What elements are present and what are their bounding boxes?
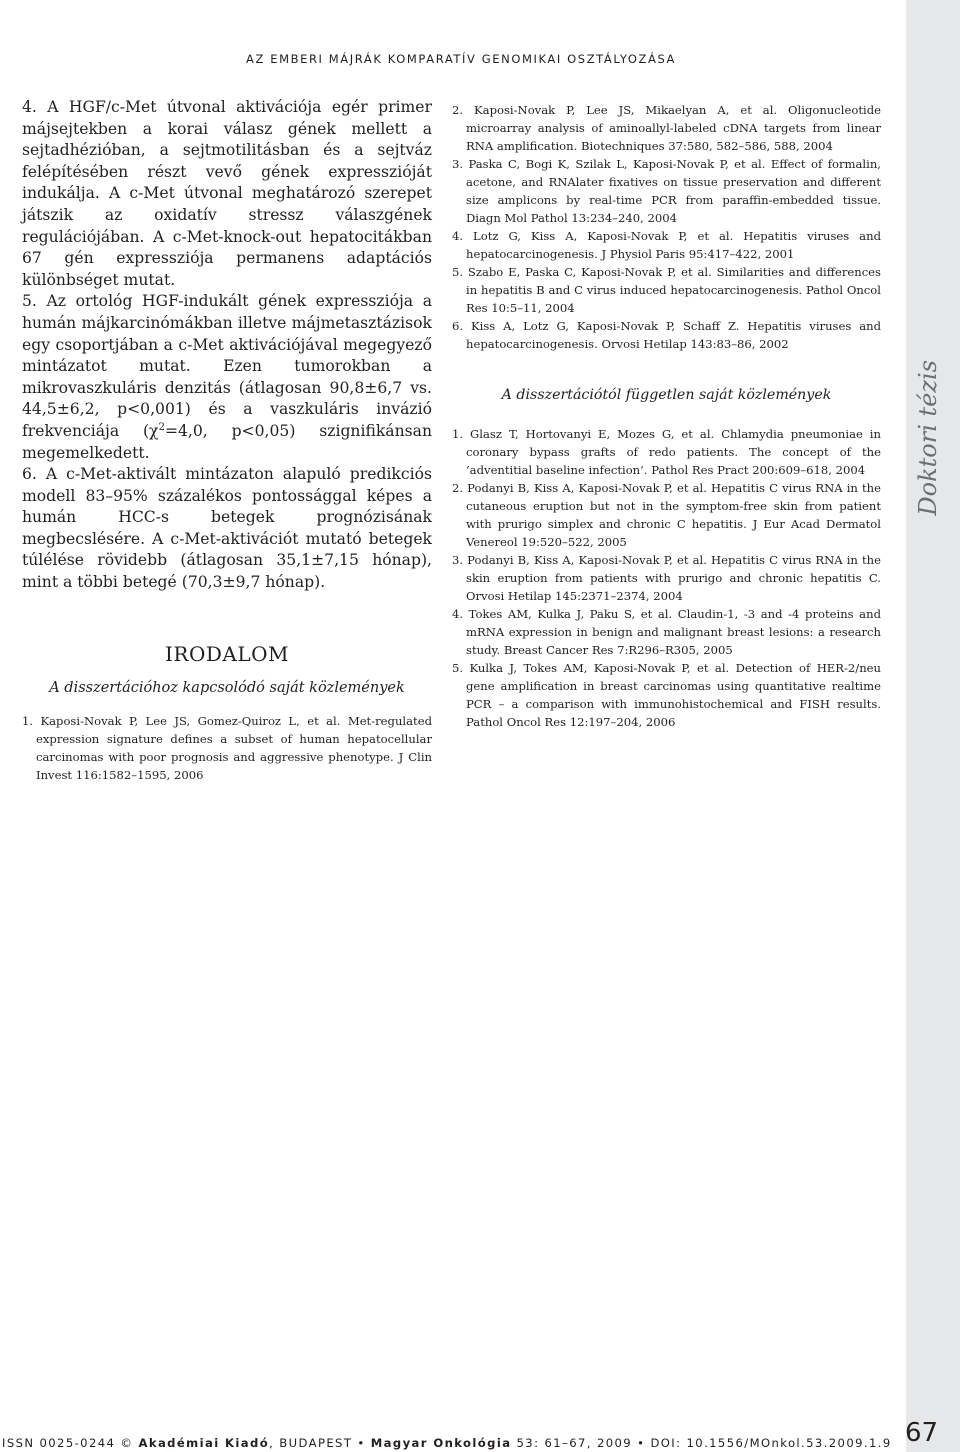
reference-item: 1. Kaposi-Novak P, Lee JS, Gomez-Quiroz L, et al. Met-regulated expression signature defines a subset of human hepatocellular carcinomas with poor prognosis and aggressive phenotype. J Clin Invest 116:1582–1595, 2006 [22,713,432,782]
running-header: AZ EMBERI MÁJRÁK KOMPARATÍV GENOMIKAI OSZTÁLYOZÁSA [246,52,677,66]
footer-journal: Magyar Onkológia [370,1436,512,1450]
footer-publisher: Akadémiai Kiadó [138,1436,270,1450]
reference-item: 3. Paska C, Bogi K, Szilak L, Kaposi-Novak P, et al. Effect of formalin, acetone, and RNAlater fixatives on tissue preservation and different size amplicons by real-time PCR from paraffin-embedded tissue. Diagn Mol Pathol 13:234–240, 2004 [452,157,881,225]
page-number: 67 [905,1418,939,1448]
footer-volume-doi: 53: 61–67, 2009 • DOI: 10.1556/MOnkol.53.2009.1.9 [511,1436,892,1450]
footer-citation [2,1436,892,1450]
independent-publications-subhead: A disszertációtól független saját közlemények [501,387,832,403]
right-column [452,101,881,731]
finding-5-text: 5. Az ortológ HGF-indukált gének expressziója a humán májkarcinómákban illetve májmetasztázisok egy csoportjában a c-Met aktivációjával megegyező mintázatot mutat. Ezen tumorokban a mikrovaszkuláris denzitás (átlagosan 90,8±6,7 vs. 44,5±6,2, p<0,001) és a vaszkuláris invázió frekvenciája (χ [22,292,432,440]
independent-reference-item: 1. Glasz T, Hortovanyi E, Mozes G, et al. Chlamydia pneumoniae in coronary bypass grafts of redo patients. The concept of the ‘adventitial baseline infection’. Pathol Res Pract 200:609–618, 2004 [452,427,881,477]
reference-item: 6. Kiss A, Lotz G, Kaposi-Novak P, Schaff Z. Hepatitis viruses and hepatocarcinogenesis. Orvosi Hetilap 143:83–86, 2002 [452,319,881,351]
finding-5-text-after: =4,0, p<0,05) szignifikánsan megemelkedett. [22,421,432,462]
finding-5 [22,291,432,464]
chi-square-superscript: 2 [158,421,165,433]
finding-6: 6. A c-Met-aktivált mintázaton alapuló predikciós modell 83–95% százalékos pontossággal képes a humán HCC-s betegek prognózisának megbecslésére. A c-Met-aktivációt mutató betegek túlélése rövidebb (átlagosan 35,1±7,15 hónap), mint a többi betegé (70,3±9,7 hónap). [22,465,432,592]
side-tab [906,0,960,1452]
independent-reference-item: 5. Kulka J, Tokes AM, Kaposi-Novak P, et al. Detection of HER-2/neu gene amplification in breast carcinomas using quantitative realtime PCR – a comparison with immunohistochemical and FISH results. Pathol Oncol Res 12:197–204, 2006 [452,661,881,729]
reference-item: 5. Szabo E, Paska C, Kaposi-Novak P, et al. Similarities and differences in hepatitis B and C virus induced hepatocarcinogenesis. Pathol Oncol Res 10:5–11, 2004 [452,265,881,315]
reference-item: 4. Lotz G, Kiss A, Kaposi-Novak P, et al. Hepatitis viruses and hepatocarcinogenesis. J Physiol Paris 95:417–422, 2001 [452,229,881,261]
finding-4: 4. A HGF/c-Met útvonal aktivációja egér primer májsejtekben a korai válasz gének mellett a sejtadhézióban, a sejtmotilitásban és a sejtváz felépítésében részt vevő gének expresszióját indukálja. A c-Met útvonal meghatározó szerepet játszik az oxidatív stressz válaszgének regulációjában. A c-Met-knock-out hepatocitákban 67 gén expressziója permanens adaptációs különbséget mutat. [22,98,432,289]
section-title-irodalom: IRODALOM [165,641,289,666]
independent-reference-item: 2. Podanyi B, Kiss A, Kaposi-Novak P, et al. Hepatitis C virus RNA in the cutaneous eruption but not in the symptom-free skin from patient with prurigo simplex and chronic C hepatitis. J Eur Acad Dermatol Venereol 19:520–522, 2005 [452,481,881,549]
reference-item: 2. Kaposi-Novak P, Lee JS, Mikaelyan A, et al. Oligonucleotide microarray analysis of aminoallyl-labeled cDNA targets from linear RNA amplification. Biotechniques 37:580, 582–586, 588, 2004 [452,103,881,153]
footer-city: , BUDAPEST • [269,1436,371,1450]
footer-issn: ISSN 0025-0244 © [2,1436,139,1450]
side-tab-label: Doktori tézis [914,360,942,516]
related-publications-subhead: A disszertációhoz kapcsolódó saját közlemények [49,679,405,696]
independent-reference-item: 4. Tokes AM, Kulka J, Paku S, et al. Claudin-1, -3 and -4 proteins and mRNA expression in benign and malignant breast lesions: a research study. Breast Cancer Res 7:R296–R305, 2005 [452,607,881,657]
independent-reference-item: 3. Podanyi B, Kiss A, Kaposi-Novak P, et al. Hepatitis C virus RNA in the skin eruption from patients with prurigo and chronic hepatitis C. Orvosi Hetilap 145:2371–2374, 2004 [452,553,881,603]
left-column [22,97,432,784]
